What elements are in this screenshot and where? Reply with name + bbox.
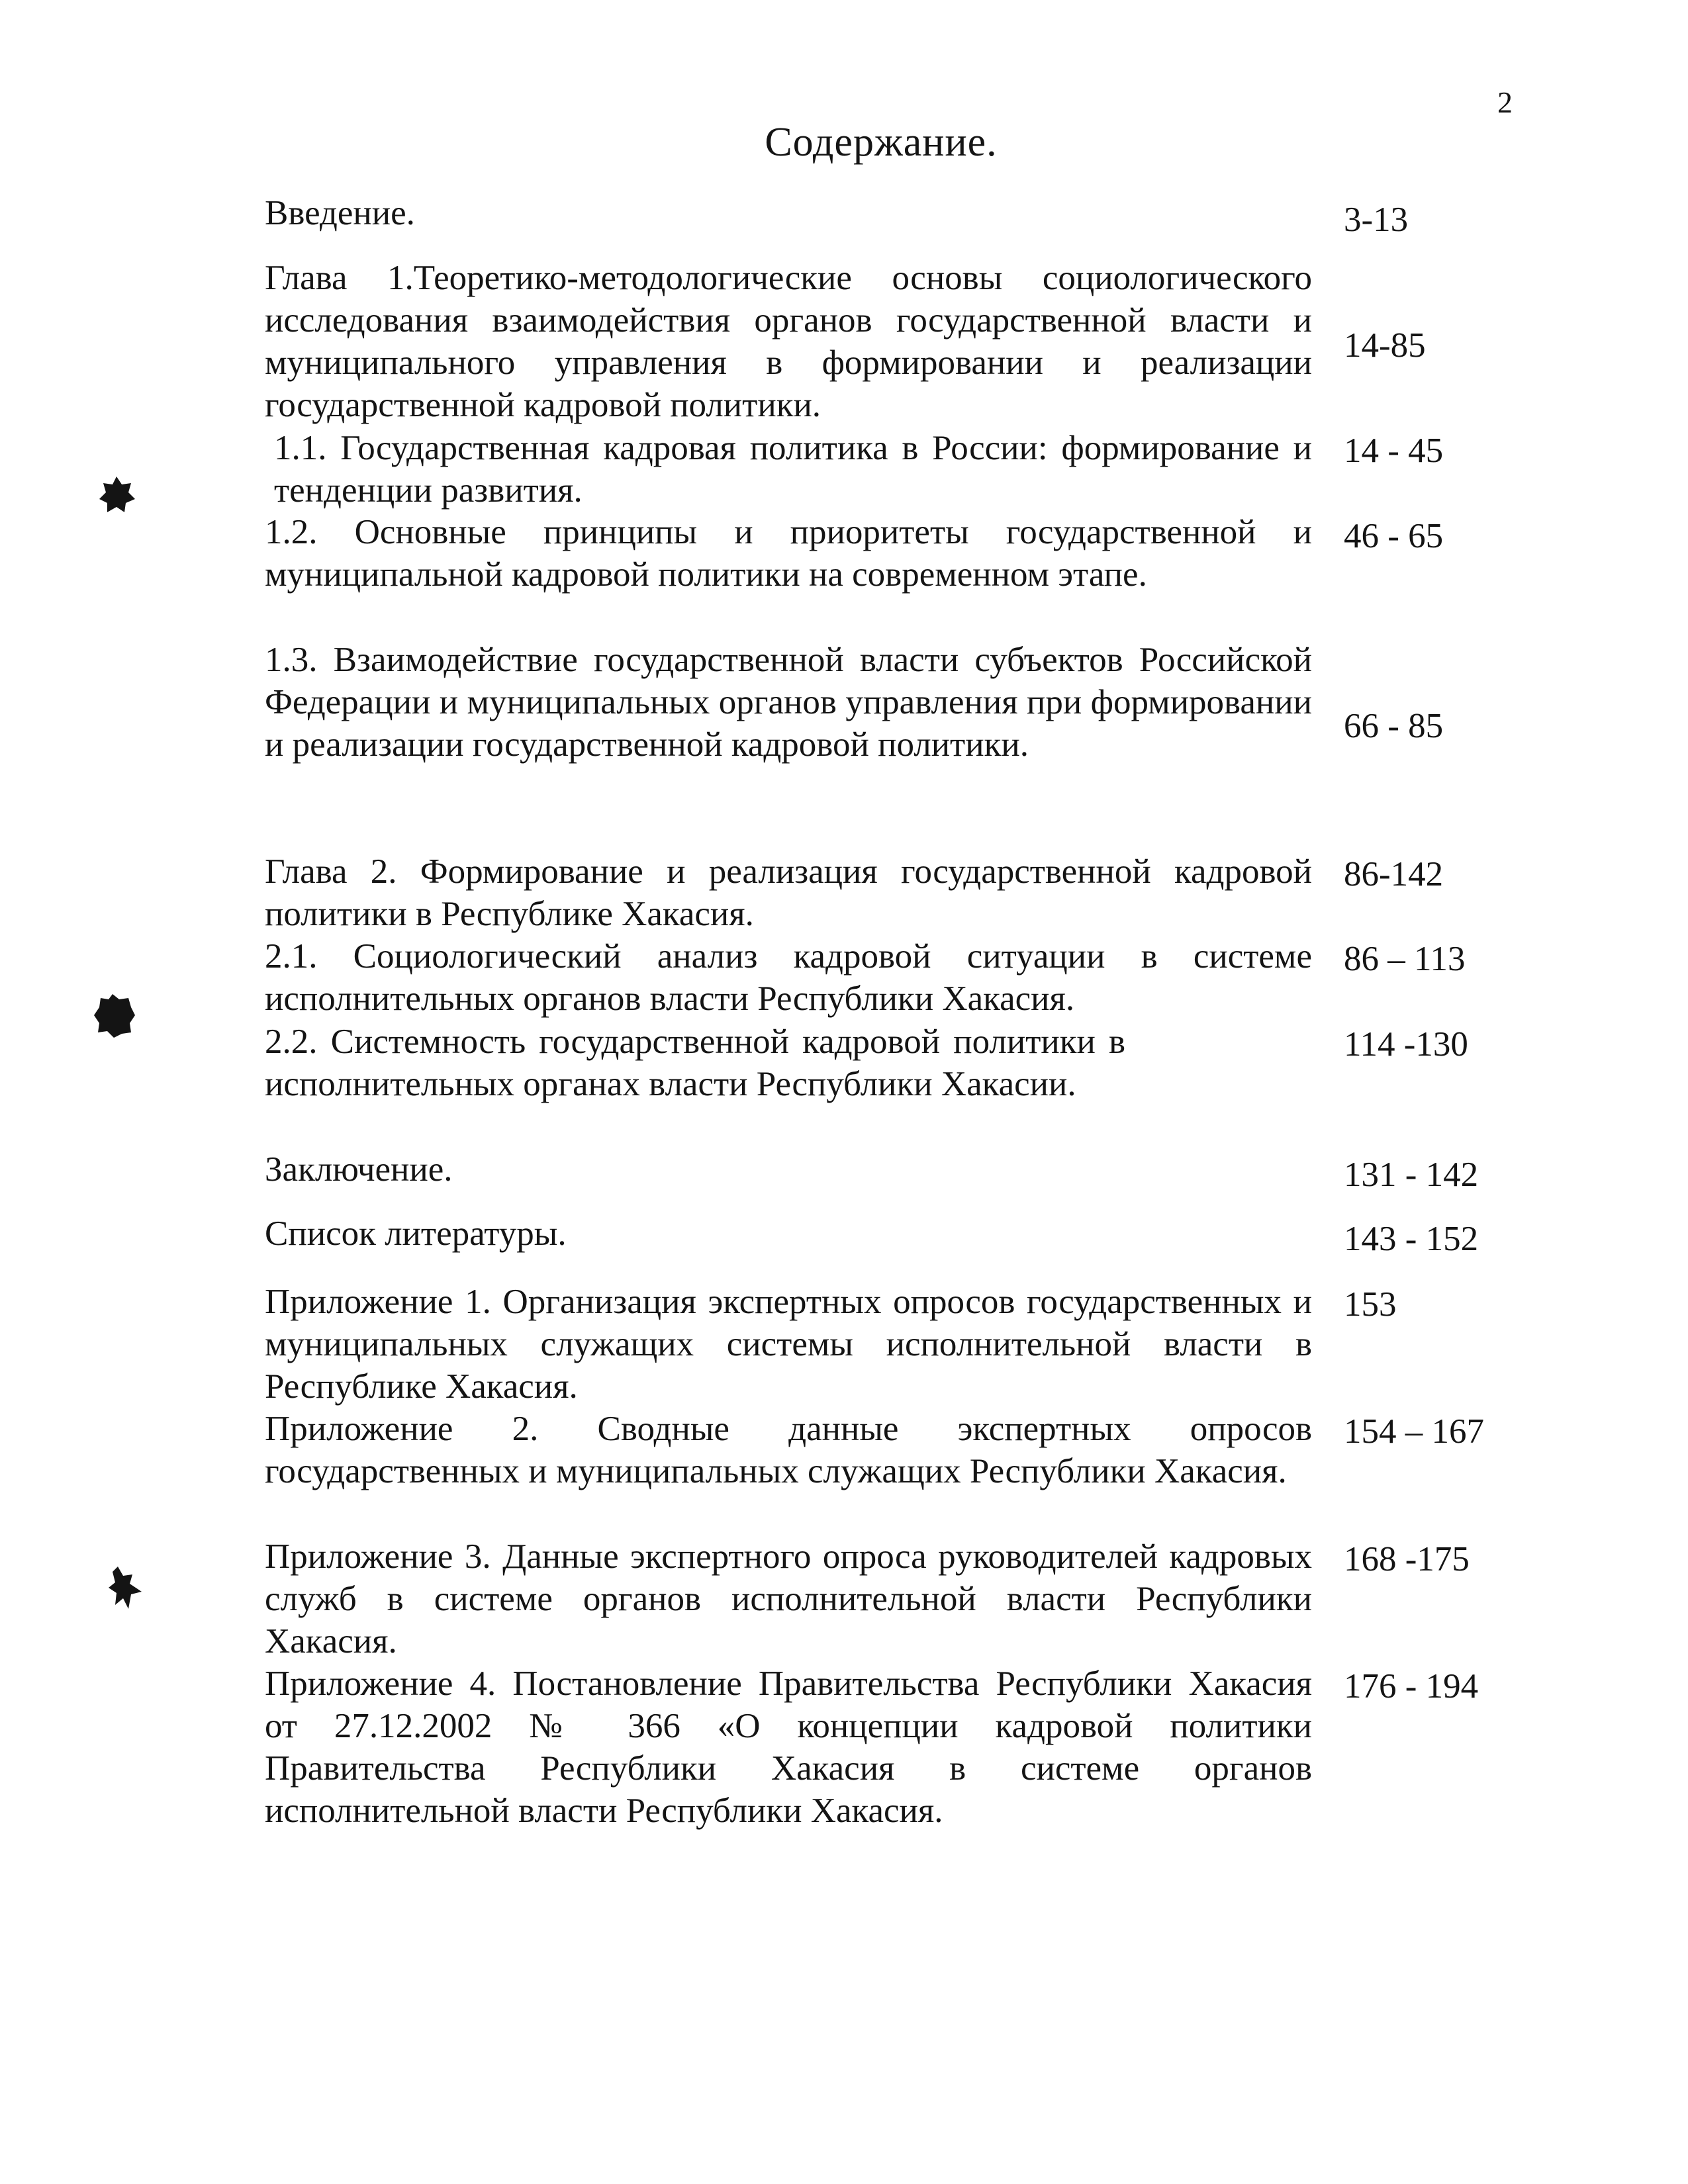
toc-entry-page: 46 - 65	[1344, 517, 1444, 555]
toc-entry-text: Приложение 2. Сводные данные экспертных опросов государственных и муниципальных служащих Республики Хакасия.	[265, 1410, 1312, 1490]
toc-entry-page: 86 – 113	[1344, 940, 1466, 978]
toc-entry-page: 143 - 152	[1344, 1220, 1479, 1258]
page-title: Содержание.	[765, 120, 998, 165]
scan-blot-top	[98, 475, 136, 515]
scan-blot-middle	[93, 993, 136, 1039]
toc-entry-text: Глава 2. Формирование и реализация государственной кадровой политики в Республике Хакасия.	[265, 852, 1312, 933]
toc-entry-section-1-1	[265, 427, 1444, 512]
page-number: 2	[1497, 85, 1513, 119]
toc-entry-section-2-2	[265, 1021, 1468, 1105]
toc-entry-text: Глава 1.Теоретико-методологические основы социологического исследования взаимодействия органов государственной власти и муниципального управления в формировании и реализации государственной кадровой политики.	[265, 259, 1312, 424]
toc-entry-appendix-2	[265, 1408, 1484, 1492]
toc-entry-chapter-2	[265, 850, 1444, 935]
toc-entry-text: Приложение 3. Данные экспертного опроса руководителей кадровых служб в системе органов исполнительной власти Республики Хакасия.	[265, 1537, 1312, 1661]
toc-entry-page: 14 - 45	[1344, 432, 1444, 470]
toc-entry-introduction	[265, 192, 1409, 239]
toc-entry-page: 176 - 194	[1344, 1667, 1479, 1706]
toc-entry-text: 2.2. Системность государственной кадровой политики в исполнительных органах власти Республики Хакасии.	[265, 1023, 1125, 1103]
toc-entry-page: 153	[1344, 1285, 1397, 1324]
toc-entry-text: 1.3. Взаимодействие государственной власти субъектов Российской Федерации и муниципальных органов управления при формировании и реализации государственной кадровой политики.	[265, 641, 1312, 764]
toc-entry-appendix-1	[265, 1281, 1397, 1408]
toc-entry-page: 66 - 85	[1344, 707, 1444, 745]
toc-entry-appendix-4	[265, 1662, 1479, 1832]
toc-entry-text: Приложение 1. Организация экспертных опросов государственных и муниципальных служащих системы исполнительной власти в Республике Хакасия.	[265, 1283, 1312, 1406]
toc-entry-text: 1.2. Основные принципы и приоритеты государственной и муниципальной кадровой политики на современном этапе.	[265, 513, 1312, 594]
toc-entry-page: 114 -130	[1344, 1025, 1468, 1064]
toc-entry-text: Список литературы.	[265, 1214, 567, 1253]
toc-entry-text: 1.1. Государственная кадровая политика в России: формирование и тенденции развития.	[274, 429, 1312, 510]
toc-entry-page: 131 - 142	[1344, 1156, 1479, 1194]
scan-blot-bottom	[106, 1565, 144, 1612]
toc-entry-conclusion	[265, 1148, 1479, 1194]
toc-entry-text: Введение.	[265, 194, 415, 232]
toc-entry-section-1-3	[265, 639, 1444, 766]
toc-entry-page: 86-142	[1344, 855, 1444, 893]
toc-entry-chapter-1	[265, 257, 1426, 426]
toc-entry-section-2-1	[265, 935, 1466, 1020]
toc-entry-bibliography	[265, 1212, 1479, 1258]
toc-entry-page: 154 – 167	[1344, 1412, 1484, 1451]
toc-entry-text: Заключение.	[265, 1150, 453, 1189]
toc-entry-text: 2.1. Социологический анализ кадровой ситуации в системе исполнительных органов власти Республики Хакасия.	[265, 937, 1312, 1018]
toc-entry-page: 3-13	[1344, 201, 1409, 239]
toc-entry-section-1-2	[265, 511, 1444, 596]
toc-entry-page: 14-85	[1344, 326, 1426, 365]
toc-entry-page: 168 -175	[1344, 1540, 1470, 1578]
toc-entry-text: Приложение 4. Постановление Правительства Республики Хакасия от 27.12.2002 № 366 «О концепции кадровой политики Правительства Республики Хакасия в системе органов исполнительной власти Республики Хакасия.	[265, 1664, 1312, 1830]
toc-entry-appendix-3	[265, 1535, 1470, 1662]
